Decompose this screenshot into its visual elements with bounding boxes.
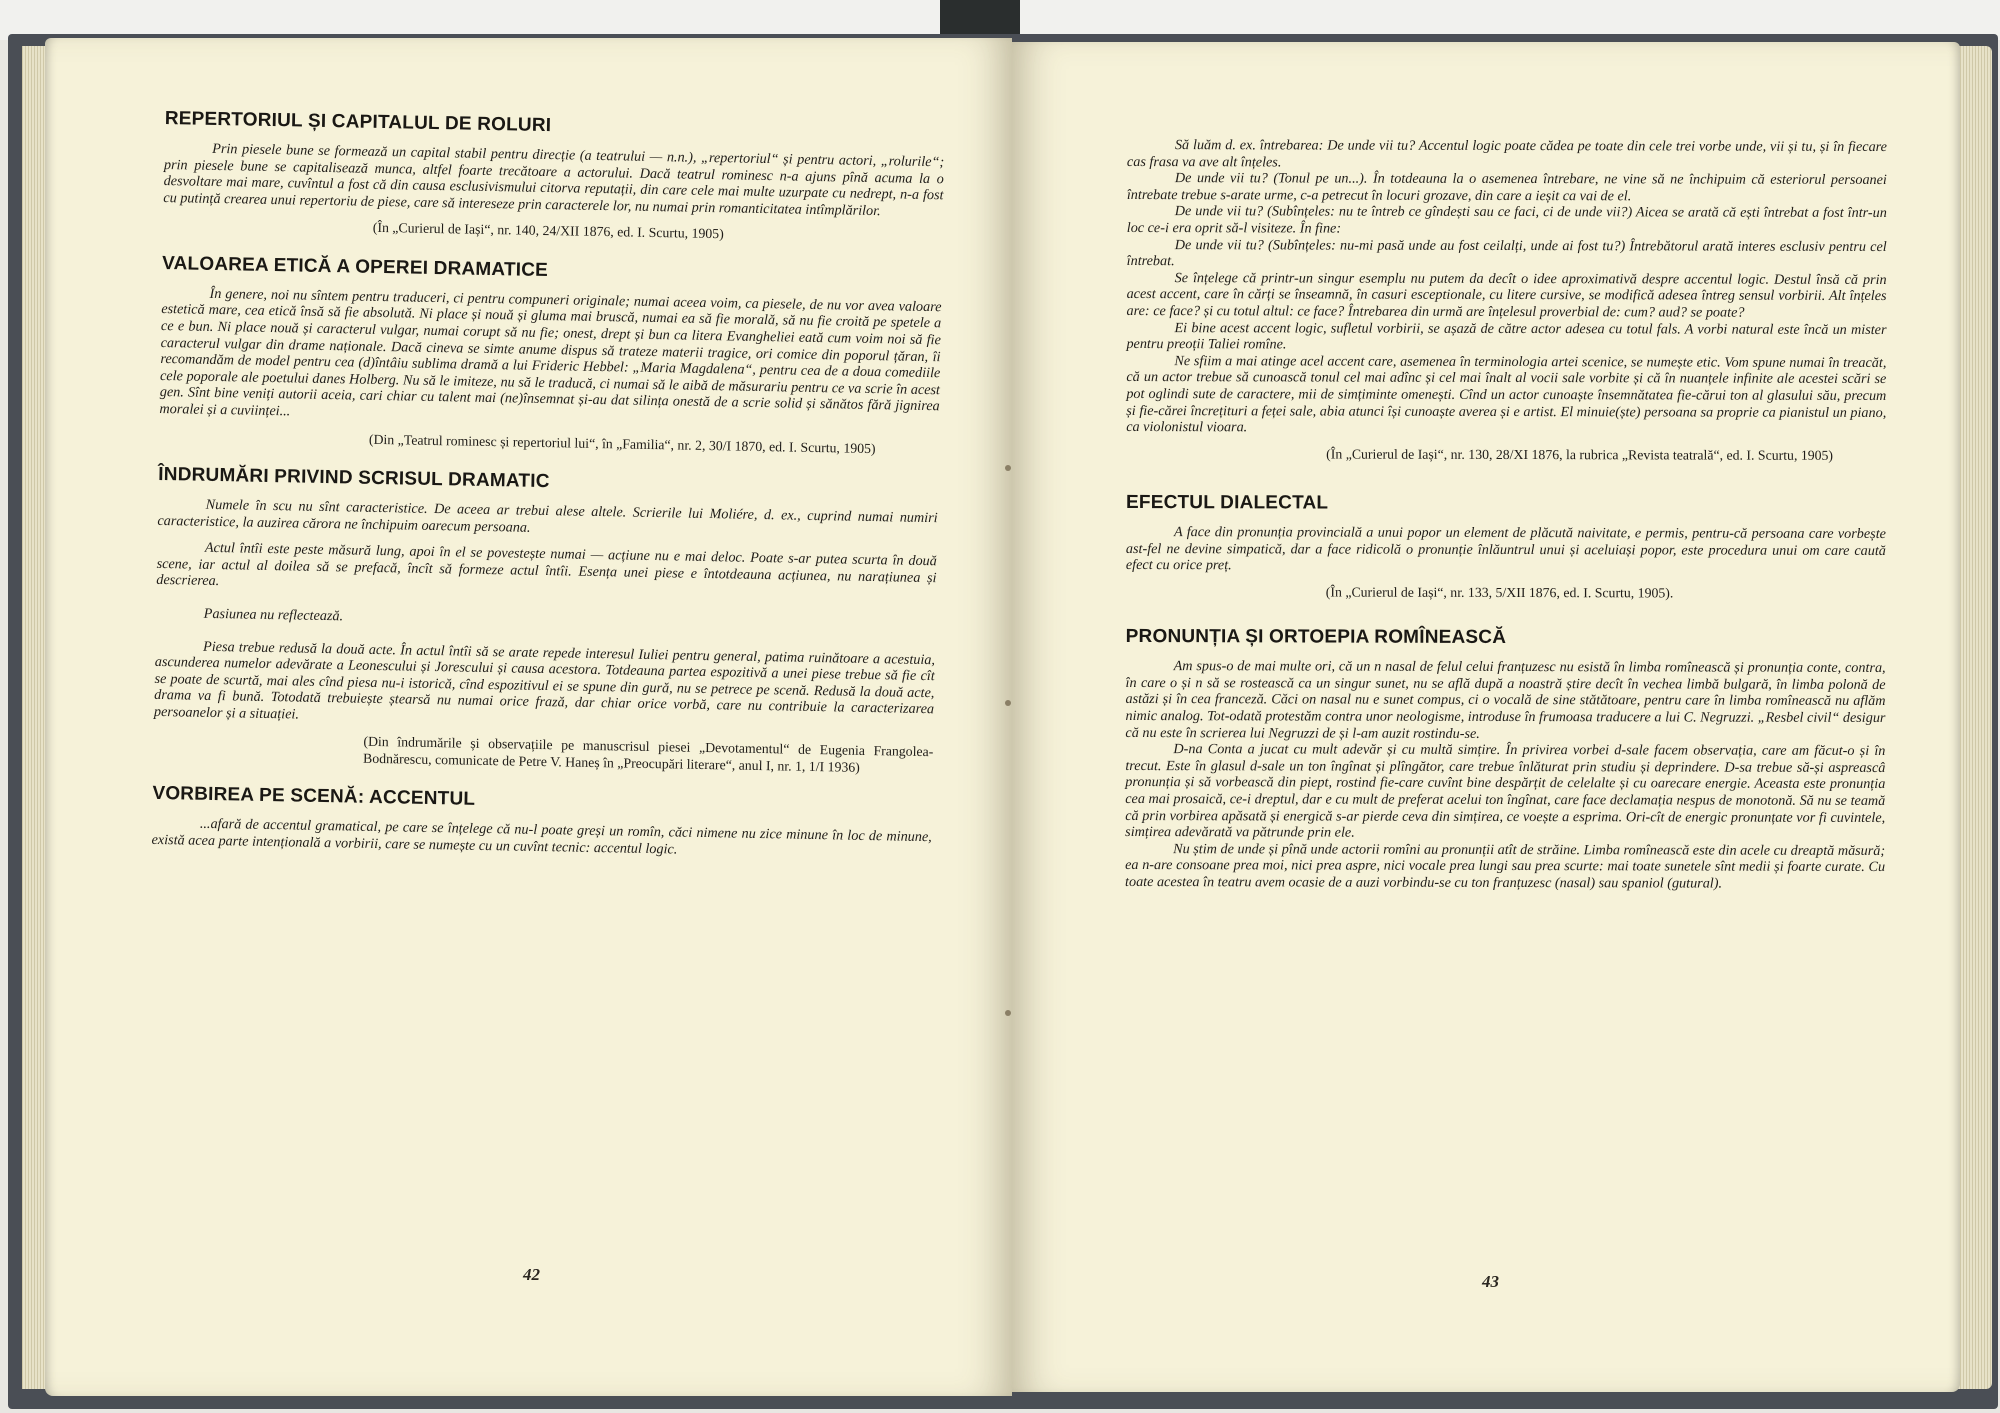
section-heading: VORBIREA PE SCENĂ: ACCENTUL [152,783,476,811]
section-pronuntia [1125,626,1886,892]
section-heading: PRONUNȚIA ȘI ORTOEPIA ROMÎNEASCĂ [1125,626,1507,649]
section-paragraph: Pasiunea nu reflectează. [203,605,344,625]
section-paragraph: ...afară de accentul gramatical, pe care se înțelege că nu-l poate greși un romîn, căci nimene nu zice minune în loc de minune, există acea parte intențională a vorbirii, care se numește cu un cuvînt tecnic: accentul logic. [151,816,932,858]
section-paragraph: Am spus-o de mai multe ori, că un n nasal de felul celui franțuzesc nu esistă în limba romînească și pronunția conte, contra, în care o și n să se rostească ca un singur sunet, nu se află după a noastră știre decît în vechea limbă bulgară, în limba polonă de astăzi și în cea franceză. Căci on nasal nu e sunet compus, ci o vocală de sine stătătoare, pentru care în limba romînească nu aflăm nimic analog. Tot-odată protestăm contra unor neologisme, introduse în frumoasa traducere a lui C. Negruzzi. „Resbel civil“ desigur că nu este în scrierea lui Negruzzi de și l-am auzit rostindu-se. [1125,658,1886,742]
section-vorbirea-pe-scena [151,783,932,862]
section-paragraph: Nu știm de unde și pînă unde actorii romîni au pronunții atît de străine. Limba romînească este din acele cu dreaptă măsură; ea n-are consoane prea moi, nici prea aspre, nici vocale prea lungi sau prea scurte: mai toate sunetele sînt medii și foarte curate. Cu toate acestea în teatru avem ocasie de a auzi vorbindu-se cu ton franțuzesc (nasal) sau spaniol (gutural). [1125,840,1886,892]
left-page [45,38,1012,1396]
section-indrumari [153,464,938,778]
section-paragraph: Ei bine acest accent logic, sufletul vorbirii, se așază de către actor adesea cu totul fals. A vorbi natural este încă un mister pentru preoții Taliei romîne. [1126,319,1887,353]
page-edges-left [22,46,46,1389]
section-heading: EFECTUL DIALECTAL [1126,492,1329,514]
section-paragraph: În genere, noi nu sîntem pentru traduceri, ci pentru compuneri originale; numai aceea voim, ca piesele, de nu vor avea valoare estetică mare, cea etică însă să fie absolută. Ni place și nouă și gluma mai bruscă, numai ea să fie morală, să nu fie croită pe spetele a ce e bun. Ni place nouă și caracterul vulgar, numai corupt să nu fie; onest, drept și bun ca litera Evangheliei eată cum voim noi să fie caracterul vulgar din drame naționale. Dacă cineva se simte anume dispus să trateze materii tragice, ori comice din poporul țăran, îi recomandăm de model pentru cea (d)întâiu sublima dramă a lui Frideric Hebbel: „Maria Magdalena“, pentru cea de a doua comediile cele poporale ale poetului danes Holberg. Nu să le imiteze, nu să le traducă, ci numai să le aibă de măsurariu pentru ce va scrie în acest gen. Sînt bine veniți autorii aceia, cari chiar cu talent mai (ne)însemnat și-au dat silința onestă de a scrie solid și sănătos fără jignirea moralei și a cuviinței... [159,285,942,420]
section-paragraph: Actul întîi este peste măsură lung, apoi în el se povestește numai — acțiune nu e mai deloc. Poate s-ar putea scurta în două scene, iar actul al doilea să se prefacă, încît să formeze actul întîi. Esența unei piese e întotdeauna acțiunea, nu narațiunea și descrierea. [156,539,937,590]
section-repertoriul [163,108,945,247]
left-page-text-column [151,108,945,883]
section-paragraph: Ne sfiim a mai atinge acel accent care, asemenea în terminologia artei scenice, se numește etic. Vom spune numai în treacăt, că un actor trebue să cunoască tonul cel mai adînc și cel mai înalt al vocii sale vorbite și că în nuanțele infinite ale acestei scări se pot oglindi sute de caractere, mii de simțiminte omenești. Cînd un actor cunoaște însemnătatea fie-cărui ton al glasului său, precum și fie-cărei încrețituri a feței sale, abia atunci își cunoaște averea și e artist. El minuie(ște) persoana sa proprie ca pianistul un piano, ca violonistul vioara. [1126,352,1887,436]
binding-stitch [1005,700,1011,706]
section-heading: REPERTORIUL ȘI CAPITALUL DE ROLURI [164,108,552,137]
section-paragraph: De unde vii tu? (Subînțeles: nu te întreb ce gîndești sau ce faci, ci de unde vii?) Aicea se arată că ești întrebat a fost într-un loc ce-i era oprit să-l visiteze. În fine: [1126,203,1887,237]
right-page [1012,42,1960,1392]
section-paragraph: Se înțelege că printr-un singur esemplu nu putem da decît o idee aproximativă despre accentul logic. Destul însă că prin acest accent, care în cărți se înseamnă, în casuri esceptionale, cu litere cursive, se modifică adesea întreg sensul vorbirii. Alt înțeles are: ce face? și cu totul altul: ce face? Întrebarea din urmă are înțelesul proverbial de: cum? aud? se poate? [1126,269,1887,321]
section-source: (În „Curierul de Iași“, nr. 133, 5/XII 1876, ed. I. Scurtu, 1905). [1325,584,1674,601]
page-number: 43 [1482,1272,1499,1291]
section-paragraph: D-na Conta a jucat cu mult adevăr și cu multă simțire. În privirea vorbei d-sale facem observația, care am făcut-o și în trecut. Este în glasul d-sale un ton îngînat și plîngător, care trebue înlăturat prin studiu și deprindere. D-sa trebue să-și aspreascâ pronunția și să vorbească din piept, rostind fie-care cuvînt bine despărțit de celelalte și cu oarecare energie. Aceasta este pronunția cea mai prosaică, ce-i dreptul, dar e cu mult de preferat acelui ton îngînat, care face declamația nespus de monotonă. Să nu se teamă că prin vorbirea apăsată și energică s-ar pierde ceva din simțirea, ce voește a esprima. Ori-cît de energic pronunțate vor fi cuvintele, simțirea adevărată va pătrunde prin ele. [1125,741,1886,841]
section-paragraph: De unde vii tu? (Tonul pe un...). În totdeauna la o asemenea întrebare, ne vine să ne închipuim că esteriorul persoanei întrebate trebue s-arate urme, c-a petrecut în locuri grozave, din care a ieșit ca vai de el. [1126,170,1887,205]
section-valoarea-etica [159,253,942,458]
section-accent-continuation [1126,137,1887,464]
section-paragraph: A face din pronunția provincială a unui popor un element de plăcută naivitate, e permis, pentru-că persoana care vorbește ast-fel ne devine simpatică, dar a face ridicolă o pronunție înlăuntrul unui și aceluiași popor, este procedura unui om care caută efect cu orice preț. [1125,524,1886,574]
section-heading: ÎNDRUMĂRI PRIVIND SCRISUL DRAMATIC [158,463,550,493]
section-source: (În „Curierul de Iași“, nr. 140, 24/XII 1876, ed. I. Scurtu, 1905) [372,220,724,242]
section-source: (În „Curierul de Iași“, nr. 130, 28/XI 1876, la rubrica „Revista teatrală“, ed. I. Scurtu, 1905) [1326,446,1834,463]
page-number: 42 [523,1265,540,1284]
binding-stitch [1005,1010,1011,1016]
section-efectul-dialectal [1126,492,1886,602]
page-edges-right [1958,46,1992,1389]
section-paragraph: Prin piesele bune se formează un capital stabil pentru direcție (a teatrului — n.n.), „repertoriul“ și pentru actori, „rolurile“; prin piesele bune se capitalisează munca, altfel foarte trecătoare a actorului. Dacă teatrul rominesc n-a ajuns pînă acuma la o desvoltare mai mare, cuvîntul a fost că din causa esclusivismului citorva reputații, din care cele mai multe uzurpate cu nedrept, n-a fost cu putință crearea unui repertoriu de piese, care să intereseze prin caracterele lor, nu numai prin romanticitatea intîmplărilor. [163,140,945,219]
section-paragraph: De unde vii tu? (Subînțeles: nu-mi pasă unde au fost ceilalți, unde ai fost tu?) Întrebătorul arată interes esclusiv pentru cel întrebat. [1126,236,1887,270]
section-source: (Din „Teatrul rominesc și repertoriul lui“, în „Familia“, nr. 2, 30/I 1870, ed. I. Scurtu, 1905) [368,431,876,456]
section-paragraph: Piesa trebue redusă la două acte. În actul întîi să se arate repede interesul Iuliei pentru general, patima ruinătoare a acestuia, ascunderea numelor adevărate a Leonescului și Jorescului și causa acestora. Totdeauna partea espozitivă a unei piese trebue să fie cît se poate de scurtă, mai ales cînd piesa nu-i istorică, cînd espozitivul ei se spune din gură, nu se petrece pe scenă. Redusă la două acte, drama va fi bună. Totodată trebuiește ștearsă nu numai orice frază, dar chiar orice vorbă, care nu contribuie la caracterizarea persoanelor și a situației. [153,638,936,723]
section-heading: VALOAREA ETICĂ A OPEREI DRAMATICE [161,252,549,281]
section-paragraph: Numele în scu nu sînt caracteristice. De aceea ar trebui alese altele. Scrierile lui Moliére, d. ex., cuprind numai numiri caracteristice, la auzirea cărora ne închipuim oarecum persoana. [157,496,938,536]
section-paragraph: Să luăm d. ex. întrebarea: De unde vii tu? Accentul logic poate cădea pe toate din cele trei vorbe unde, vii și tu, și în fiecare cas frasa va ave alt înțeles. [1126,137,1887,170]
binding-stitch [1005,465,1011,471]
background-object [940,0,1020,38]
section-source: (Din îndrumările și observațiile pe manuscrisul piesei „Devotamentul“ de Eugenia Frangolea-Bodnărescu, comunicate de Petre V. Haneș în „Preocupări literare“, anul I, nr. 1, 1/I 1936) [362,734,934,775]
right-page-text-column [1125,137,1887,913]
